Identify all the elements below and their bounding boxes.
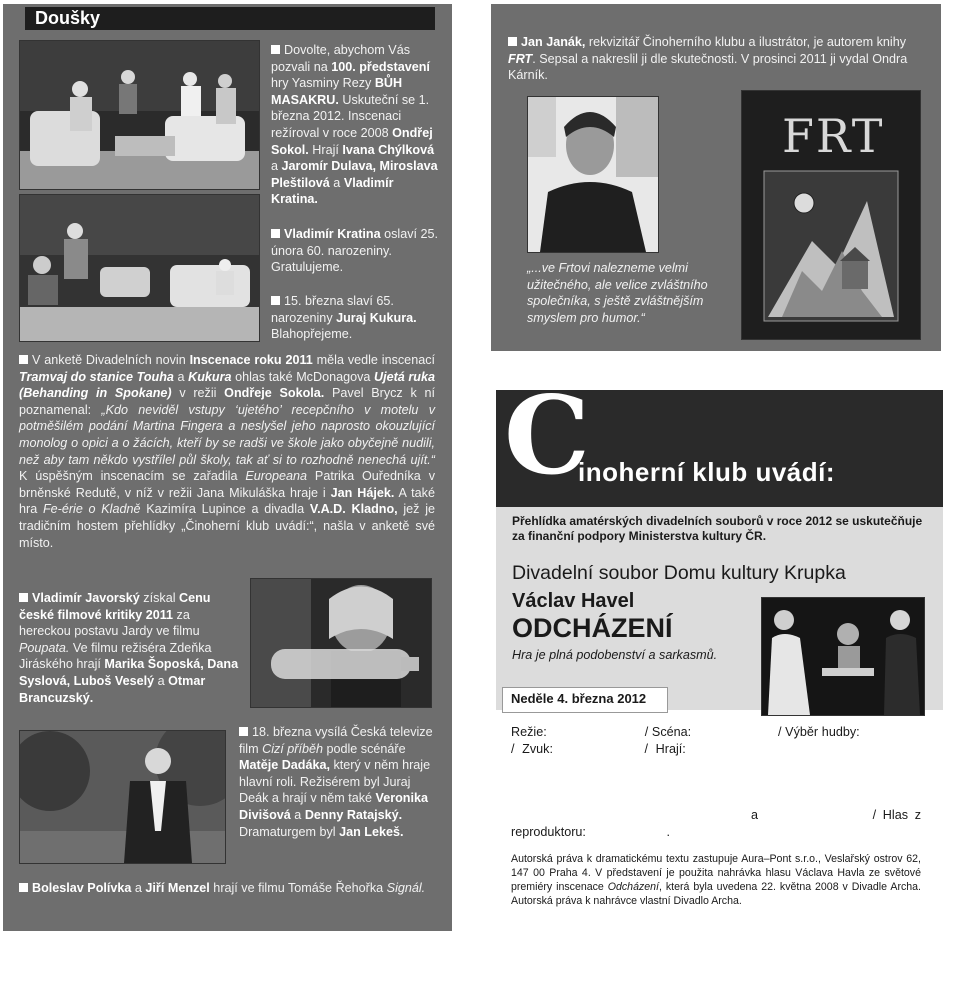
club-subtitle: Přehlídka amatérských divadelních souborů v roce 2012 se uskutečňuje za finanční podpory Ministerstva kultury ČR. <box>512 514 923 543</box>
play-date-box <box>502 687 668 713</box>
bullet-square-icon <box>271 229 280 238</box>
play-credits: Režie: Jana Urbanová / Scéna: Václav Vašák / Výběr hudby: Pavel Krs / Zvuk: Josef Černý / Hrají: Josef Barták, Erika Antošová, Irena Víznerová, Vlasta Studnařová, Bára Krsová, Michaela Kubalová, Jitka Rybolová, Pavel Polívka, Jaromír Kejzlar, Jiří Schamberger, Svatopluk Vašut, Štefan Olšák, David Pražák, František Rýsl, Václav Vašák, Radek Vlasák, Vladimír Urban a Anna Kejzlarová / Hlas z reproduktoru: Václav Havel. <box>511 725 921 839</box>
bullet-square-icon <box>19 355 28 364</box>
news-anketa: V anketě Divadelních novin Inscenace roku 2011 měla vedle inscenací Tramvaj do stanice Touha a Kukura ohlas také McDonagova Ujetá ruka (Behanding in Spokane) v režii Ondřeje Sokola. Pavel Brycz k ní poznamenal: „Kdo neviděl vstupy ‘ujetého’ recepčního v motelu v potměšilém podání Martina Fingera a neslyšel jeho naprosto okouzlující monolog o opici a o žácích, kteří by se radši ve škole jako obyčejně nudili, než aby tam někdo vystřílel půl školy, tak ať si to rozhodně nenechá ujít.“ K úspěšným inscenacím se zařadila Europeana Patrika Ouředníka v brněnské Redutě, v níž v režii Jana Mikuláška hraje i Jan Hájek. A také hra Fe-érie o Kladně Kazimíra Lupince a divadla V.A.D. Kladno, jež je tradičním hostem přehlídky „Činoherní klub uvádí:“, našla v anketě své místo. <box>19 353 436 550</box>
dousky-title: Doušky <box>35 8 101 28</box>
bullet-square-icon <box>19 883 28 892</box>
photo-play-scene <box>761 597 925 716</box>
play-info-panel <box>496 507 943 710</box>
dousky-header <box>25 7 435 30</box>
club-title: inoherní klub uvádí: <box>578 457 836 487</box>
news-kukura: 15. března slaví 65. narozeniny Juraj Kukura. Blahopřejeme. <box>271 294 417 342</box>
play-author: Václav Havel <box>512 590 635 612</box>
news-javorsky: Vladimír Javorský získal Cenu české filmové kritiky 2011 za hereckou postavu Jardy ve filmu Poupata. Ve filmu režiséra Zdeňka Jiráského hrají Marika Šoposká, Dana Syslová, Luboš Veselý a Otmar Brancuzský. <box>19 591 239 705</box>
frt-quote: „...ve Frtovi nalezneme velmi užitečného, ale velice zvláštního společníka, s ještě zvláštnějším smyslem pro humor.“ <box>527 261 708 325</box>
dousky-panel <box>3 4 452 931</box>
ensemble-name: Divadelní soubor Domu kultury Krupka <box>512 562 846 584</box>
bullet-square-icon <box>508 37 517 46</box>
photo-buh-masakru-1 <box>19 40 260 190</box>
club-banner <box>496 373 943 507</box>
news-tv: 18. března vysílá Česká televize film Cizí příběh podle scénáře Matěje Dadáka, který v něm hraje hlavní roli. Režisérem byl Juraj Deák a hrají v něm také Veronika Divišová a Denny Ratajský. Dramaturgem byl Jan Lekeš. <box>239 725 433 839</box>
photo-man-with-bottle <box>250 578 432 708</box>
news-kratina: Vladimír Kratina oslaví 25. února 60. narozeniny. Gratulujeme. <box>271 227 438 275</box>
copyright-notice: Autorská práva k dramatickému textu zastupuje Aura–Pont s.r.o., Veslařský ostrov 62, 147 00 Praha 4. V představení je použita nahrávka hlasu Václava Havla ze světové premiéry inscenace Odcházení, která byla uvedena 22. května 2008 v Divadle Archa. Autorská práva k nahrávce vlastní Divadlo Archa. <box>511 853 922 907</box>
play-title: ODCHÁZENÍ <box>512 613 673 643</box>
news-signal: Boleslav Polívka a Jiří Menzel hrají ve filmu Tomáše Řehořka Signál. <box>19 880 435 897</box>
frt-intro: Jan Janák, rekvizitář Činoherního klubu a ilustrátor, je autorem knihy FRT. Sepsal a nakreslil ji dle skutečnosti. V prosinci 2011 ji vydal Ondra Kárník. <box>508 35 908 83</box>
play-tagline: Hra je plná podobenství a sarkasmů. <box>512 648 718 662</box>
photo-buh-masakru-2 <box>19 194 260 342</box>
club-initial: Č <box>504 373 590 499</box>
play-date: Neděle 4. března 2012 <box>511 691 647 706</box>
photo-man-in-suit <box>19 730 226 864</box>
photo-jan-janak <box>527 96 659 253</box>
news-premiere: Dovolte, abychom Vás pozvali na 100. představení hry Yasminy Rezy BŮH MASAKRU. Uskuteční se 1. března 2012. Inscenaci režíroval v roce 2008 Ondřej Sokol. Hrají Ivana Chýlková a Jaromír Dulava, Miroslava Pleštilová a Vladimír Kratina. <box>271 43 438 207</box>
bullet-square-icon <box>271 296 280 305</box>
frt-book-panel <box>491 4 941 351</box>
bullet-square-icon <box>19 593 28 602</box>
bullet-square-icon <box>239 727 248 736</box>
book-cover-title: FRT <box>782 109 885 163</box>
bullet-square-icon <box>271 45 280 54</box>
frt-book-cover <box>741 90 921 340</box>
